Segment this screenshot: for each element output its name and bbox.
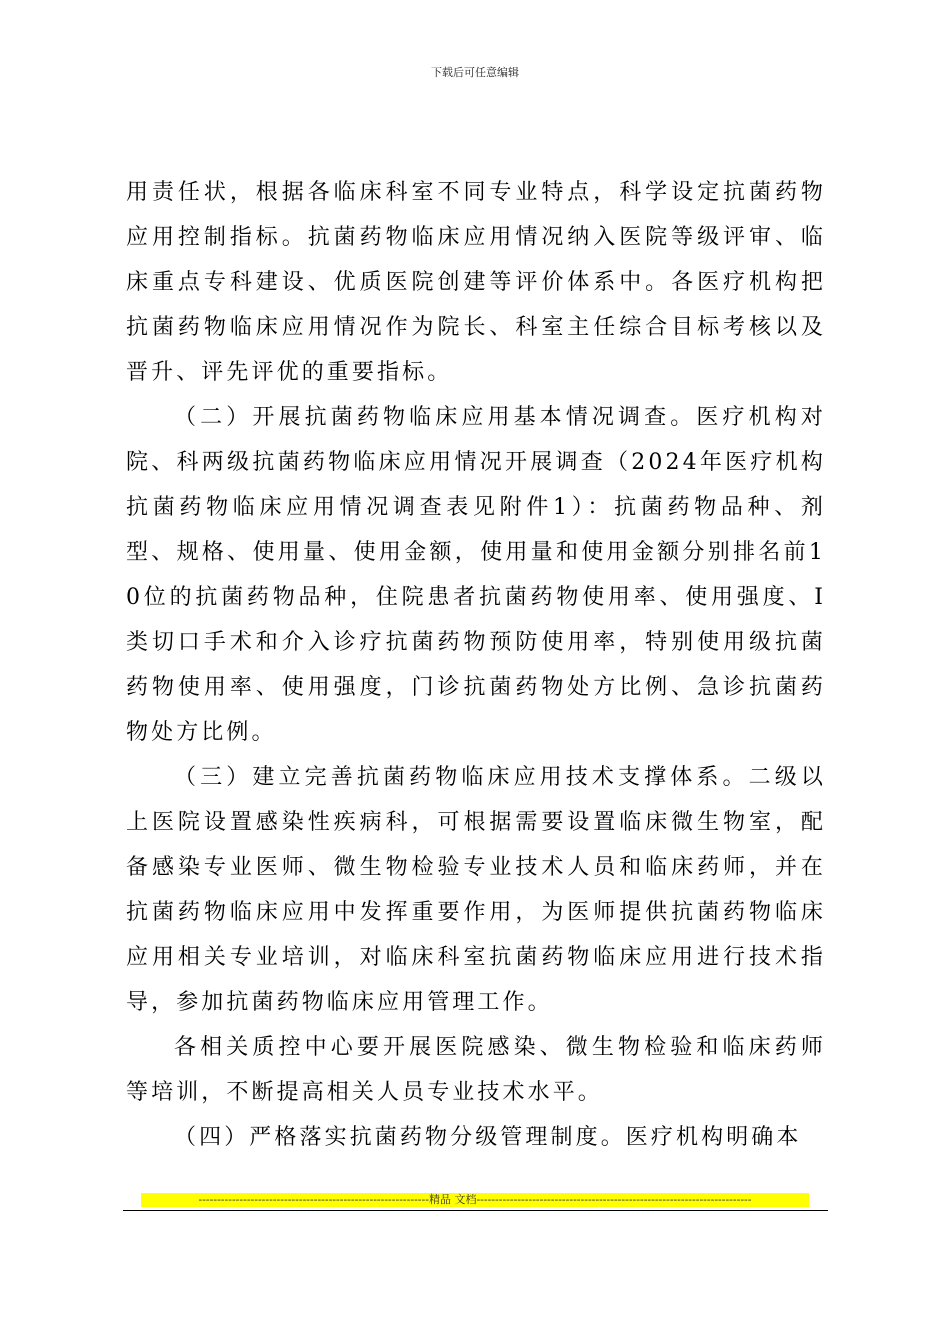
- paragraph-survey: （二）开展抗菌药物临床应用基本情况调查。医疗机构对院、科两级抗菌药物临床应用情况开展调查（2024年医疗机构抗菌药物临床应用情况调查表见附件1）：抗菌药物品种、剂型、规格、使用量、使用金额，使用量和使用金额分别排名前10位的抗菌药物品种，住院患者抗菌药物使用率、使用强度、I类切口手术和介入诊疗抗菌药物预防使用率，特别使用级抗菌药物使用率、使用强度，门诊抗菌药物处方比例、急诊抗菌药物处方比例。: [126, 405, 826, 745]
- paragraph-grading: （四）严格落实抗菌药物分级管理制度。医疗机构明确本: [174, 1125, 802, 1150]
- paragraph-responsibility: 用责任状，根据各临床科室不同专业特点，科学设定抗菌药物应用控制指标。抗菌药物临床应用情况纳入医院等级评审、临床重点专科建设、优质医院创建等评价体系中。各医疗机构把抗菌药物临床应用情况作为院长、科室主任综合目标考核以及晋升、评先评优的重要指标。: [126, 180, 826, 385]
- footer-banner: --------------------------------------------------------------精品 文档--------------------------------------------------------------------------: [141, 1193, 809, 1207]
- document-body: [126, 170, 826, 1160]
- paragraph-training: 各相关质控中心要开展医院感染、微生物检验和临床药师等培训，不断提高相关人员专业技术水平。: [126, 1035, 826, 1105]
- page-header: 下载后可任意编辑: [431, 66, 519, 79]
- paragraph-support-system: （三）建立完善抗菌药物临床应用技术支撑体系。二级以上医院设置感染性疾病科，可根据需要设置临床微生物室，配备感染专业医师、微生物检验专业技术人员和临床药师，并在抗菌药物临床应用中发挥重要作用，为医师提供抗菌药物临床应用相关专业培训，对临床科室抗菌药物临床应用进行技术指导，参加抗菌药物临床应用管理工作。: [126, 765, 826, 1015]
- footer-divider: [123, 1210, 828, 1211]
